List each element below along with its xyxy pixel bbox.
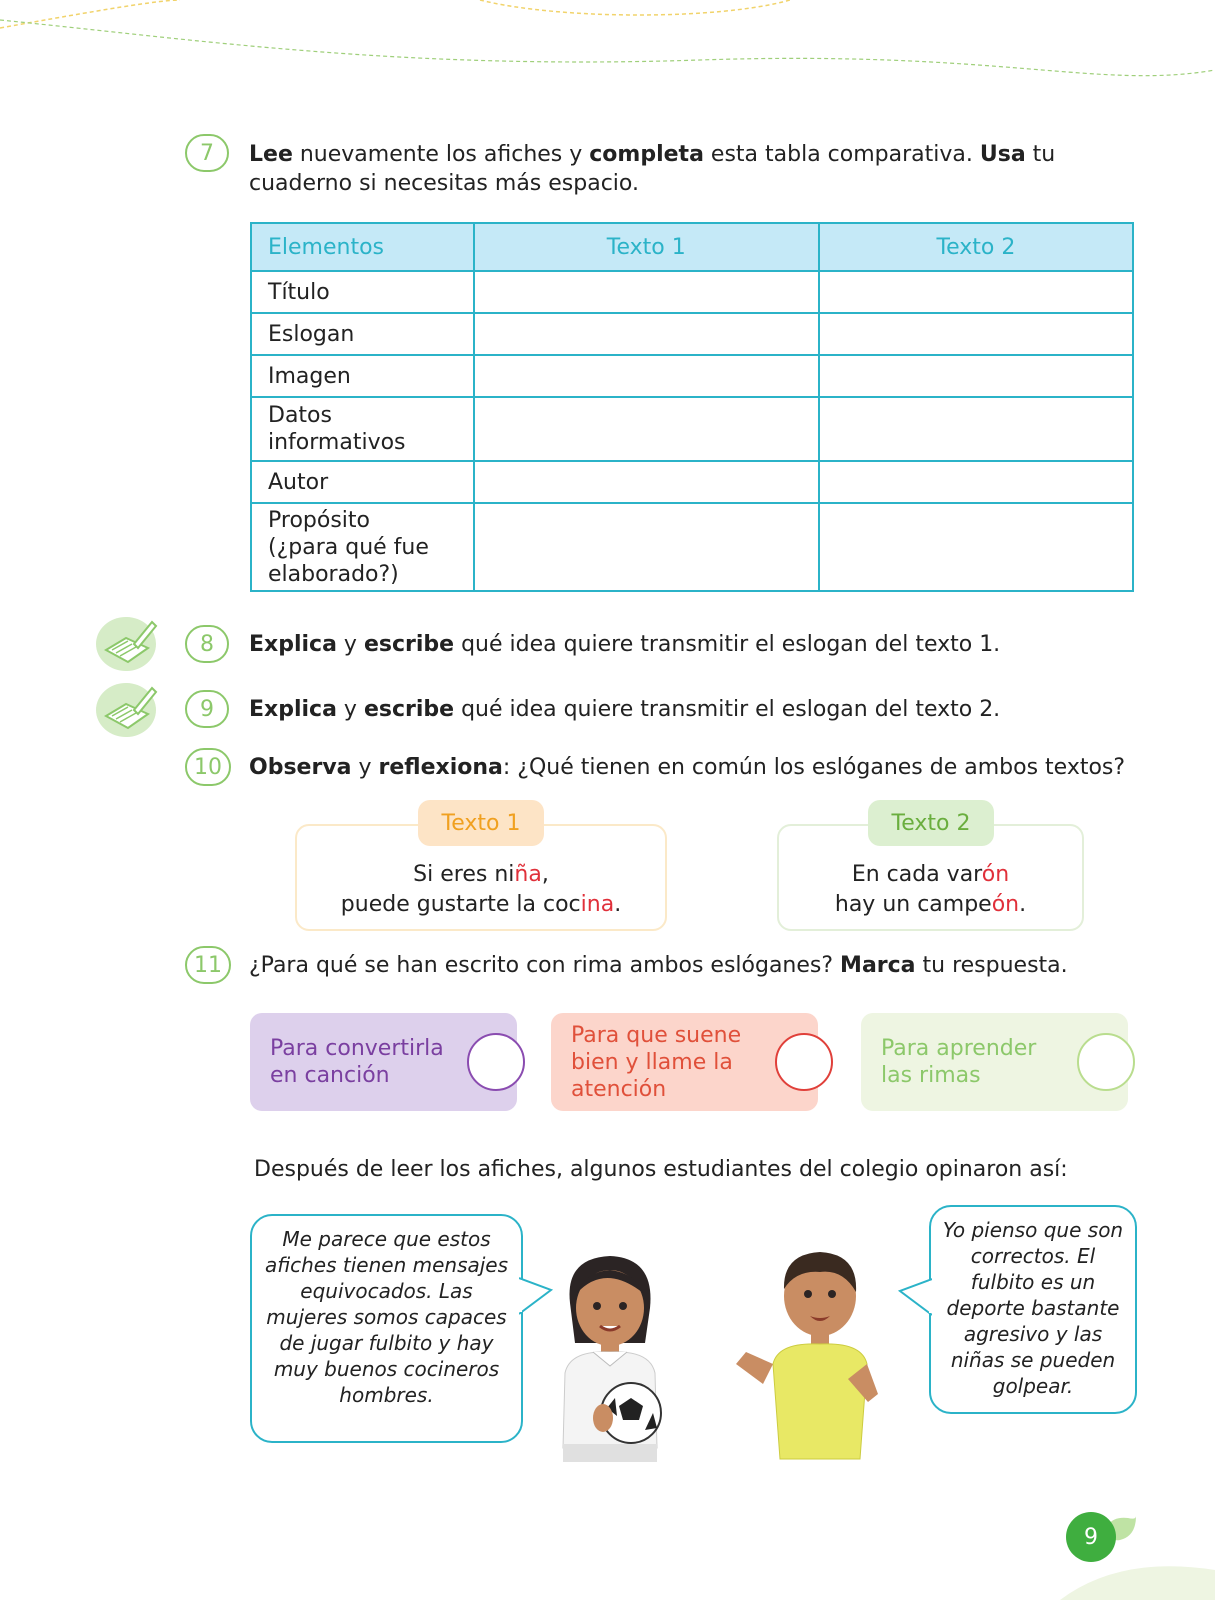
- answer-cell[interactable]: [474, 313, 819, 355]
- option-2-label: Para que suene bien y llame la atención: [571, 1022, 742, 1102]
- bubble-tail-boy: [898, 1277, 932, 1317]
- answer-cell[interactable]: [819, 271, 1133, 313]
- question-7-text: [249, 140, 1079, 198]
- speech-bubble-boy: [929, 1205, 1137, 1414]
- page-number-badge: [1066, 1512, 1116, 1562]
- instruction-text: esta tabla comparativa.: [703, 142, 980, 167]
- row-label: Título: [251, 271, 474, 313]
- speech-bubble-girl: [250, 1214, 523, 1443]
- slogan-text: puede gustarte la coc: [340, 892, 581, 917]
- instruction-text: tu respuesta.: [915, 953, 1068, 978]
- answer-cell[interactable]: [819, 397, 1133, 461]
- instruction-text: tu cuaderno si necesitas más espacio.: [249, 142, 1056, 196]
- notebook-write-icon: [96, 680, 160, 738]
- question-10-text: [249, 753, 1189, 782]
- answer-cell[interactable]: [474, 397, 819, 461]
- answer-cell[interactable]: [474, 461, 819, 503]
- question-number-7: 7: [185, 134, 229, 172]
- slogan-1-line-1: [297, 860, 665, 890]
- slogan-text: hay un campe: [834, 892, 992, 917]
- instruction-text: qué idea quiere transmitir el eslogan del texto 2.: [454, 697, 1001, 722]
- slogan-label-texto-2: Texto 2: [868, 800, 994, 846]
- question-9-text: [249, 695, 1149, 724]
- row-label: Propósito (¿para qué fue elaborado?): [251, 503, 474, 591]
- instruction-verb: reflexiona: [378, 755, 503, 780]
- instruction-verb: escribe: [363, 697, 455, 722]
- instruction-verb: Marca: [840, 953, 916, 978]
- option-3-checkbox[interactable]: [1077, 1033, 1135, 1091]
- boy-opinion: Yo pienso que son correctos. El fulbito es un deporte bastante agresivo y las niñas se pueden golpear.: [942, 1218, 1124, 1398]
- girl-opinion: Me parece que estos afiches tienen mensajes equivocados. Las mujeres somos capaces de jugar fulbito y hay muy buenos cocineros hombres.: [264, 1227, 509, 1407]
- answer-cell[interactable]: [819, 313, 1133, 355]
- slogan-label-texto-1: Texto 1: [418, 800, 544, 846]
- instruction-text: ¿Para qué se han escrito con rima ambos eslóganes?: [249, 953, 841, 978]
- notebook-write-icon: [96, 614, 160, 672]
- instruction-text: qué idea quiere transmitir el eslogan del texto 1.: [454, 632, 1001, 657]
- answer-cell[interactable]: [819, 355, 1133, 397]
- instruction-text: y: [336, 697, 364, 722]
- question-number-8: 8: [185, 625, 229, 663]
- row-label: Eslogan: [251, 313, 474, 355]
- answer-cell[interactable]: [819, 461, 1133, 503]
- rhyme-highlight: ina: [580, 892, 615, 917]
- rhyme-highlight: ón: [981, 862, 1010, 887]
- question-11-text: [249, 951, 1189, 980]
- instruction-verb: Usa: [979, 142, 1026, 167]
- table-row: [251, 397, 1133, 461]
- table-row: [251, 355, 1133, 397]
- slogan-2-line-2: [779, 890, 1082, 920]
- header-elementos: Elementos: [251, 223, 474, 271]
- question-number-11: 11: [185, 946, 231, 984]
- rhyme-highlight: ña: [514, 862, 542, 887]
- answer-cell[interactable]: [474, 355, 819, 397]
- header-texto-2: Texto 2: [819, 223, 1133, 271]
- answer-cell[interactable]: [819, 503, 1133, 591]
- slogan-text: ,: [541, 862, 549, 887]
- row-label: Imagen: [251, 355, 474, 397]
- rhyme-highlight: ón: [991, 892, 1020, 917]
- instruction-verb: escribe: [363, 632, 455, 657]
- boy-illustration: [728, 1234, 898, 1464]
- slogan-text: .: [614, 892, 622, 917]
- option-1-checkbox[interactable]: [467, 1033, 525, 1091]
- question-8-text: [249, 630, 1149, 659]
- slogan-1-line-2: [297, 890, 665, 920]
- slogan-text: Si eres ni: [413, 862, 515, 887]
- table-row: [251, 503, 1133, 591]
- table-row: [251, 461, 1133, 503]
- slogan-text: .: [1019, 892, 1027, 917]
- instruction-text: y: [351, 755, 379, 780]
- row-label: Autor: [251, 461, 474, 503]
- option-2-checkbox[interactable]: [775, 1033, 833, 1091]
- girl-with-ball-illustration: [545, 1248, 675, 1463]
- slogan-text: En cada var: [851, 862, 982, 887]
- page-number: 9: [1084, 1524, 1098, 1550]
- instruction-verb: Explica: [249, 632, 337, 657]
- instruction-verb: Explica: [249, 697, 337, 722]
- table-header-row: [251, 223, 1133, 271]
- table-row: [251, 271, 1133, 313]
- row-label: Datos informativos: [251, 397, 474, 461]
- question-number-10: 10: [185, 748, 231, 786]
- answer-cell[interactable]: [474, 271, 819, 313]
- instruction-text: y: [336, 632, 364, 657]
- comparison-table: [250, 222, 1134, 592]
- table-row: [251, 313, 1133, 355]
- question-number-9: 9: [185, 690, 229, 728]
- instruction-text: : ¿Qué tienen en común los eslóganes de ambos textos?: [502, 755, 1126, 780]
- instruction-verb: completa: [589, 142, 704, 167]
- header-texto-1: Texto 1: [474, 223, 819, 271]
- instruction-verb: Observa: [249, 755, 352, 780]
- instruction-text: nuevamente los afiches y: [292, 142, 590, 167]
- decorative-waves: [0, 0, 1215, 110]
- opinion-intro: Después de leer los afiches, algunos estudiantes del colegio opinaron así:: [254, 1157, 1068, 1182]
- answer-cell[interactable]: [474, 503, 819, 591]
- option-1-label: Para convertirla en canción: [270, 1036, 444, 1088]
- slogan-2-line-1: [779, 860, 1082, 890]
- page-corner-decoration: [1060, 1555, 1215, 1600]
- instruction-verb: Lee: [249, 142, 293, 167]
- option-3-label: Para aprender las rimas: [881, 1036, 1037, 1088]
